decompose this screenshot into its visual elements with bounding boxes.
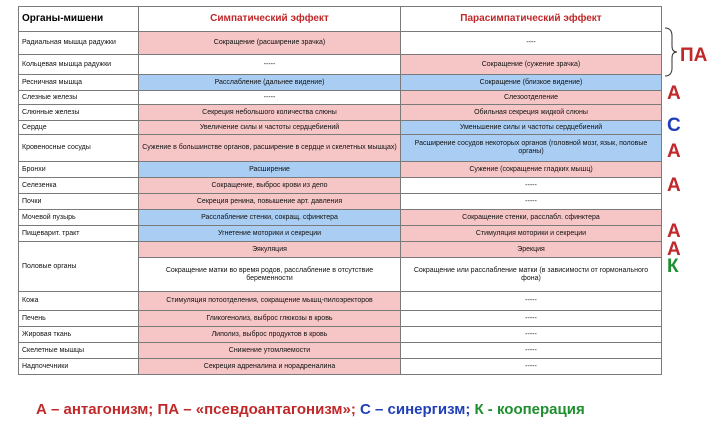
table-row bbox=[19, 55, 662, 75]
organ-name-cell: Печень bbox=[19, 311, 139, 327]
parasympathetic-effect-cell: ----- bbox=[401, 359, 662, 375]
legend-c-text: – синергизм; bbox=[370, 401, 475, 418]
organ-name-cell: Сердце bbox=[19, 121, 139, 135]
sympathetic-effect-cell: ----- bbox=[139, 91, 401, 105]
organ-name-cell: Жировая ткань bbox=[19, 327, 139, 343]
parasympathetic-effect-cell: Уменьшение силы и частоты сердцебиений bbox=[401, 121, 662, 135]
organ-name-cell: Кожа bbox=[19, 292, 139, 311]
brace-icon bbox=[663, 26, 679, 78]
parasympathetic-effect-cell: ----- bbox=[401, 194, 662, 210]
sympathetic-effect-cell: Сокращение, выброс крови из депо bbox=[139, 178, 401, 194]
mark-antagonism-ciliary: А bbox=[667, 83, 681, 104]
organ-name-cell: Мочевой пузырь bbox=[19, 210, 139, 226]
mark-antagonism-bladder: А bbox=[667, 221, 681, 242]
table-row bbox=[19, 242, 662, 258]
table-row bbox=[19, 292, 662, 311]
organ-name-cell: Бронхи bbox=[19, 162, 139, 178]
organ-name-cell: Кровеносные сосуды bbox=[19, 135, 139, 162]
parasympathetic-effect-cell: Стимуляция моторики и секреции bbox=[401, 226, 662, 242]
table-row bbox=[19, 210, 662, 226]
parasympathetic-effect-cell: ----- bbox=[401, 292, 662, 311]
header-sympathetic: Симпатический эффект bbox=[139, 7, 401, 32]
table-row bbox=[19, 91, 662, 105]
parasympathetic-effect-cell: Эрекция bbox=[401, 242, 662, 258]
sympathetic-effect-cell: Увеличение силы и частоты сердцебиений bbox=[139, 121, 401, 135]
sympathetic-effect-cell: Сокращение матки во время родов, расслабление в отсутствие беременности bbox=[139, 258, 401, 292]
parasympathetic-effect-cell: Сокращение стенки, расслабл. сфинктера bbox=[401, 210, 662, 226]
table-row bbox=[19, 162, 662, 178]
organ-name-cell: Почки bbox=[19, 194, 139, 210]
table-row bbox=[19, 359, 662, 375]
sympathetic-effect-cell: Секреция ренина, повышение арт. давления bbox=[139, 194, 401, 210]
parasympathetic-effect-cell: ----- bbox=[401, 343, 662, 359]
parasympathetic-effect-cell: ---- bbox=[401, 32, 662, 55]
table-row bbox=[19, 226, 662, 242]
table-row bbox=[19, 343, 662, 359]
table-row bbox=[19, 105, 662, 121]
sympathetic-effect-cell: Эякуляция bbox=[139, 242, 401, 258]
table-row bbox=[19, 75, 662, 91]
sympathetic-effect-cell: Снижение утомляемости bbox=[139, 343, 401, 359]
table-header-row bbox=[19, 7, 662, 32]
organ-name-cell: Скелетные мышцы bbox=[19, 343, 139, 359]
parasympathetic-effect-cell: Обильная секреция жидкой слюны bbox=[401, 105, 662, 121]
sympathetic-effect-cell: Секреция адреналина и норадреналина bbox=[139, 359, 401, 375]
legend-c-letter: С bbox=[360, 401, 371, 418]
legend-k-text: - кооперация bbox=[483, 401, 585, 418]
legend-pa-text: – «псевдоантагонизм»; bbox=[179, 401, 361, 418]
organ-name-cell: Ресничная мышца bbox=[19, 75, 139, 91]
parasympathetic-effect-cell: ----- bbox=[401, 327, 662, 343]
sympathetic-effect-cell: Расслабление стенки, сокращ. сфинктера bbox=[139, 210, 401, 226]
mark-antagonism-heart: А bbox=[667, 141, 681, 162]
autonomic-effects-table bbox=[18, 6, 662, 375]
mark-antagonism-bronchi: А bbox=[667, 175, 681, 196]
sympathetic-effect-cell: Сокращение (расширение зрачка) bbox=[139, 32, 401, 55]
parasympathetic-effect-cell: ----- bbox=[401, 311, 662, 327]
organ-name-cell: Надпочечники bbox=[19, 359, 139, 375]
sympathetic-effect-cell: ----- bbox=[139, 55, 401, 75]
table-row bbox=[19, 327, 662, 343]
mark-synergism-salivary: С bbox=[667, 115, 681, 136]
sympathetic-effect-cell: Липолиз, выброс продуктов в кровь bbox=[139, 327, 401, 343]
organ-name-cell: Кольцевая мышца радужки bbox=[19, 55, 139, 75]
table-row bbox=[19, 121, 662, 135]
legend-pa-letter: ПА bbox=[157, 401, 180, 418]
organ-name-cell: Слезные железы bbox=[19, 91, 139, 105]
parasympathetic-effect-cell: Сокращение (близкое видение) bbox=[401, 75, 662, 91]
sympathetic-effect-cell: Секреция небольшого количества слюны bbox=[139, 105, 401, 121]
organ-name-cell: Селезенка bbox=[19, 178, 139, 194]
parasympathetic-effect-cell: Сокращение (сужение зрачка) bbox=[401, 55, 662, 75]
sympathetic-effect-cell: Сужение в большинстве органов, расширение в сердце и скелетных мышцах) bbox=[139, 135, 401, 162]
parasympathetic-effect-cell: ----- bbox=[401, 178, 662, 194]
mark-antagonism-digestive: А bbox=[667, 239, 681, 260]
legend-a-letter: А bbox=[36, 401, 47, 418]
table-row bbox=[19, 178, 662, 194]
header-organs: Органы-мишени bbox=[19, 7, 139, 32]
table-row bbox=[19, 135, 662, 162]
sympathetic-effect-cell: Гликогенолиз, выброс глюкозы в кровь bbox=[139, 311, 401, 327]
sympathetic-effect-cell: Расслабление (дальнее видение) bbox=[139, 75, 401, 91]
table-row bbox=[19, 194, 662, 210]
parasympathetic-effect-cell: Расширение сосудов некоторых органов (головной мозг, язык, половые органы) bbox=[401, 135, 662, 162]
sympathetic-effect-cell: Расширение bbox=[139, 162, 401, 178]
legend-k-letter: К bbox=[474, 401, 484, 418]
legend bbox=[36, 401, 585, 419]
mark-pseudoantagonism: ПА bbox=[680, 45, 708, 66]
table-row bbox=[19, 311, 662, 327]
sympathetic-effect-cell: Стимуляция потоотделения, сокращение мышц-пилоэректоров bbox=[139, 292, 401, 311]
organ-name-cell: Радиальная мышца радужки bbox=[19, 32, 139, 55]
mark-cooperation-sexual: К bbox=[667, 256, 679, 277]
parasympathetic-effect-cell: Сокращение или расслабление матки (в зависимости от гормонального фона) bbox=[401, 258, 662, 292]
header-parasympathetic: Парасимпатический эффект bbox=[401, 7, 662, 32]
sympathetic-effect-cell: Угнетение моторики и секреции bbox=[139, 226, 401, 242]
parasympathetic-effect-cell: Сужение (сокращение гладких мышц) bbox=[401, 162, 662, 178]
parasympathetic-effect-cell: Слезоотделение bbox=[401, 91, 662, 105]
legend-a-text: – антагонизм; bbox=[46, 401, 158, 418]
table-row bbox=[19, 32, 662, 55]
organ-name-cell: Пищеварит. тракт bbox=[19, 226, 139, 242]
organ-name-cell: Слюнные железы bbox=[19, 105, 139, 121]
organ-name-cell: Половые органы bbox=[19, 242, 139, 292]
